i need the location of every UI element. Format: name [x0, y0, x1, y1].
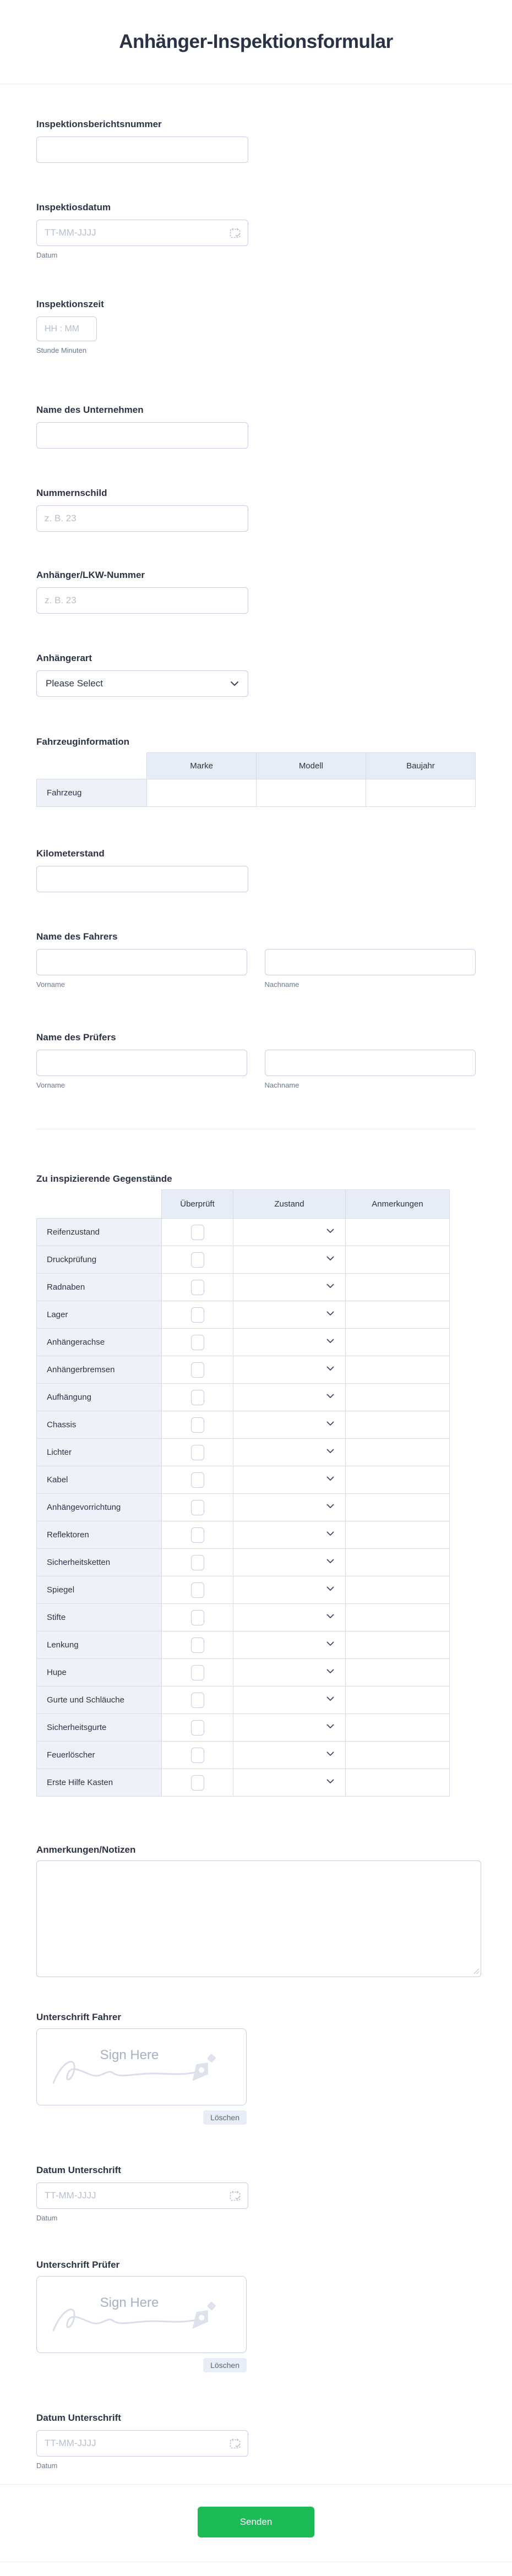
vehicle-col-baujahr: Baujahr [366, 753, 475, 779]
checkbox[interactable] [191, 1555, 204, 1570]
inspection-notes-cell[interactable] [346, 1329, 450, 1356]
trailer-type-select[interactable] [36, 670, 248, 697]
chevron-down-icon [326, 1421, 334, 1426]
inspector-first-name-sublabel: Vorname [36, 1081, 66, 1089]
inspection-notes-cell[interactable] [346, 1604, 450, 1631]
chevron-down-icon [326, 1504, 334, 1509]
vehicle-info-table [36, 752, 476, 807]
vehicle-row-label: Fahrzeug [37, 779, 147, 807]
inspection-table-row [37, 1631, 450, 1659]
chevron-down-icon [326, 1641, 334, 1646]
inspection-row-label: Sicherheitsgurte [37, 1714, 162, 1742]
checkbox[interactable] [191, 1225, 204, 1240]
inspection-state-select[interactable] [233, 1659, 346, 1687]
inspection-table-row [37, 1466, 450, 1494]
checkbox[interactable] [191, 1720, 204, 1735]
checkbox[interactable] [191, 1362, 204, 1378]
inspection-row-label: Hupe [37, 1659, 162, 1687]
inspection-date-input[interactable] [36, 220, 248, 246]
field-trailer-type [36, 652, 476, 697]
field-driver-signature [36, 2011, 476, 2125]
inspection-checkbox-cell [162, 1329, 233, 1356]
field-company-name [36, 404, 476, 449]
checkbox[interactable] [191, 1527, 204, 1543]
field-inspection-date [36, 201, 476, 260]
inspection-row-label: Spiegel [37, 1576, 162, 1604]
notes-label: Anmerkungen/Notizen [36, 1844, 136, 1855]
chevron-down-icon [326, 1339, 334, 1344]
inspection-row-label: Gurte und Schläuche [37, 1687, 162, 1714]
signature-date-2-sublabel: Datum [36, 2462, 58, 2470]
checkbox[interactable] [191, 1390, 204, 1405]
inspection-state-select[interactable] [233, 1576, 346, 1604]
inspection-row-label: Erste Hilfe Kasten [37, 1769, 162, 1797]
signature-date-1-input[interactable] [36, 2182, 248, 2209]
inspection-state-select[interactable] [233, 1604, 346, 1631]
company-name-input[interactable] [36, 422, 248, 449]
inspection-table-row [37, 1604, 450, 1631]
inspection-state-select[interactable] [233, 1549, 346, 1576]
vehicle-table-row [37, 779, 476, 807]
inspection-state-select[interactable] [233, 1714, 346, 1742]
trailer-type-value: Please Select [46, 678, 103, 689]
inspection-items-table [36, 1189, 450, 1797]
inspector-last-name-sublabel: Nachname [264, 1081, 299, 1089]
chevron-down-icon [326, 1476, 334, 1481]
inspection-notes-cell[interactable] [346, 1219, 450, 1246]
inspection-notes-cell[interactable] [346, 1411, 450, 1439]
inspection-state-select[interactable] [233, 1769, 346, 1797]
inspection-checkbox-cell [162, 1659, 233, 1687]
inspection-notes-cell[interactable] [346, 1466, 450, 1494]
inspector-first-name-input[interactable] [36, 1050, 247, 1076]
driver-signature-clear-button[interactable]: Löschen [203, 2110, 247, 2125]
license-plate-input[interactable] [36, 505, 248, 532]
form-body [0, 118, 512, 2470]
driver-name-label: Name des Fahrers [36, 931, 118, 942]
inspection-state-select[interactable] [233, 1631, 346, 1659]
vehicle-modell-cell[interactable] [257, 779, 366, 807]
inspection-col-state: Zustand [233, 1190, 346, 1219]
report-number-label: Inspektionsberichtsnummer [36, 119, 162, 129]
inspection-notes-cell[interactable] [346, 1439, 450, 1466]
checkbox[interactable] [191, 1472, 204, 1488]
field-trailer-number [36, 569, 476, 614]
checkbox[interactable] [191, 1307, 204, 1323]
checkbox[interactable] [191, 1417, 204, 1433]
inspection-state-select[interactable] [233, 1466, 346, 1494]
inspection-notes-cell[interactable] [346, 1301, 450, 1329]
inspection-table-row [37, 1521, 450, 1549]
trailer-type-label: Anhängerart [36, 653, 92, 663]
inspection-date-label: Inspektiosdatum [36, 202, 111, 212]
inspection-checkbox-cell [162, 1219, 233, 1246]
inspection-state-select[interactable] [233, 1742, 346, 1769]
inspection-state-select[interactable] [233, 1411, 346, 1439]
checkbox[interactable] [191, 1748, 204, 1763]
inspection-col-notes: Anmerkungen [346, 1190, 450, 1219]
chevron-down-icon [326, 1559, 334, 1564]
inspection-notes-cell[interactable] [346, 1494, 450, 1521]
chevron-down-icon [326, 1449, 334, 1454]
chevron-down-icon [326, 1669, 334, 1674]
inspection-notes-cell[interactable] [346, 1769, 450, 1797]
driver-last-name-input[interactable] [265, 949, 476, 975]
inspection-row-label: Anhängerbremsen [37, 1356, 162, 1384]
checkbox[interactable] [191, 1445, 204, 1460]
checkbox[interactable] [191, 1665, 204, 1680]
checkbox[interactable] [191, 1775, 204, 1791]
inspection-checkbox-cell [162, 1411, 233, 1439]
inspection-checkbox-cell [162, 1604, 233, 1631]
submit-button[interactable]: Senden [198, 2507, 314, 2537]
inspection-state-select[interactable] [233, 1439, 346, 1466]
inspection-state-select[interactable] [233, 1219, 346, 1246]
vehicle-col-modell: Modell [257, 753, 366, 779]
inspection-table-row [37, 1219, 450, 1246]
chevron-down-icon [326, 1229, 334, 1234]
inspection-notes-cell[interactable] [346, 1687, 450, 1714]
inspection-row-label: Reifenzustand [37, 1219, 162, 1246]
inspection-checkbox-cell [162, 1769, 233, 1797]
inspection-items-title: Zu inspizierende Gegenstände [36, 1174, 172, 1184]
chevron-down-icon [326, 1394, 334, 1399]
checkbox[interactable] [191, 1582, 204, 1598]
chevron-down-icon [326, 1696, 334, 1701]
inspection-row-label: Reflektoren [37, 1521, 162, 1549]
inspection-state-select[interactable] [233, 1301, 346, 1329]
inspection-time-sublabel: Stunde Minuten [36, 346, 87, 354]
trailer-number-input[interactable] [36, 587, 248, 614]
chevron-down-icon [326, 1586, 334, 1591]
inspection-notes-cell[interactable] [346, 1521, 450, 1549]
inspection-row-label: Chassis [37, 1411, 162, 1439]
field-inspector-signature [36, 2259, 476, 2372]
driver-signature-pad[interactable] [36, 2028, 247, 2105]
chevron-down-icon [326, 1751, 334, 1756]
inspection-table-row [37, 1687, 450, 1714]
inspector-name-label: Name des Prüfers [36, 1032, 116, 1043]
field-signature-date-1 [36, 2164, 476, 2223]
inspection-row-label: Radnaben [37, 1274, 162, 1301]
inspection-notes-cell[interactable] [346, 1274, 450, 1301]
inspection-state-select[interactable] [233, 1494, 346, 1521]
company-name-label: Name des Unternehmen [36, 405, 144, 415]
field-signature-date-2 [36, 2412, 476, 2470]
inspector-signature-label: Unterschrift Prüfer [36, 2260, 120, 2270]
inspector-signature-pad[interactable] [36, 2276, 247, 2353]
inspection-time-input[interactable] [36, 316, 97, 341]
inspection-row-label: Anhängevorrichtung [37, 1494, 162, 1521]
signature-date-1-sublabel: Datum [36, 2214, 58, 2222]
inspection-state-select[interactable] [233, 1274, 346, 1301]
chevron-down-icon [326, 1614, 334, 1619]
inspection-row-label: Kabel [37, 1466, 162, 1494]
inspection-checkbox-cell [162, 1631, 233, 1659]
inspection-row-label: Aufhängung [37, 1384, 162, 1411]
inspection-col-checked: Überprüft [162, 1190, 233, 1219]
notes-textarea[interactable] [36, 1860, 481, 1977]
inspection-date-sublabel: Datum [36, 251, 58, 259]
trailer-number-label: Anhänger/LKW-Nummer [36, 570, 145, 580]
inspection-state-select[interactable] [233, 1384, 346, 1411]
inspector-signature-clear-button[interactable]: Löschen [203, 2358, 247, 2372]
inspection-table-row [37, 1411, 450, 1439]
inspection-table-row [37, 1384, 450, 1411]
inspection-row-label: Anhängerachse [37, 1329, 162, 1356]
sign-here-text: Sign Here [100, 2048, 159, 2062]
inspector-last-name-input[interactable] [265, 1050, 476, 1076]
inspection-row-label: Stifte [37, 1604, 162, 1631]
inspection-checkbox-cell [162, 1274, 233, 1301]
inspection-checkbox-cell [162, 1521, 233, 1549]
signature-date-1-label: Datum Unterschrift [36, 2165, 121, 2175]
signature-pen-icon [37, 2277, 247, 2353]
vehicle-marke-cell[interactable] [147, 779, 257, 807]
driver-first-name-sublabel: Vorname [36, 980, 66, 989]
inspection-checkbox-cell [162, 1494, 233, 1521]
signature-date-2-label: Datum Unterschrift [36, 2413, 121, 2423]
vehicle-info-label: Fahrzeuginformation [36, 736, 130, 747]
chevron-down-icon [326, 1366, 334, 1371]
checkbox[interactable] [191, 1252, 204, 1268]
inspection-notes-cell[interactable] [346, 1742, 450, 1769]
inspection-checkbox-cell [162, 1301, 233, 1329]
field-report-number [36, 118, 476, 163]
inspection-notes-cell[interactable] [346, 1659, 450, 1687]
inspection-items-section [36, 1173, 476, 1797]
inspection-checkbox-cell [162, 1714, 233, 1742]
inspection-notes-cell[interactable] [346, 1631, 450, 1659]
inspection-notes-cell[interactable] [346, 1549, 450, 1576]
inspection-table-row [37, 1329, 450, 1356]
inspection-table-row [37, 1439, 450, 1466]
inspection-row-label: Lichter [37, 1439, 162, 1466]
odometer-input[interactable] [36, 866, 248, 892]
inspection-checkbox-cell [162, 1742, 233, 1769]
chevron-down-icon [326, 1724, 334, 1729]
chevron-down-icon [326, 1531, 334, 1536]
checkbox[interactable] [191, 1638, 204, 1653]
checkbox[interactable] [191, 1693, 204, 1708]
inspection-table-row [37, 1274, 450, 1301]
chevron-down-icon [326, 1311, 334, 1316]
inspection-state-select[interactable] [233, 1329, 346, 1356]
inspection-table-row [37, 1714, 450, 1742]
inspection-row-label: Lenkung [37, 1631, 162, 1659]
inspection-checkbox-cell [162, 1466, 233, 1494]
inspection-table-row [37, 1742, 450, 1769]
inspection-state-select[interactable] [233, 1246, 346, 1274]
field-license-plate [36, 487, 476, 532]
inspection-table-row [37, 1494, 450, 1521]
inspection-notes-cell[interactable] [346, 1714, 450, 1742]
inspection-notes-cell[interactable] [346, 1576, 450, 1604]
inspection-notes-cell[interactable] [346, 1384, 450, 1411]
sign-here-text: Sign Here [100, 2295, 159, 2310]
inspection-checkbox-cell [162, 1384, 233, 1411]
vehicle-table-corner [37, 753, 147, 779]
submit-row [0, 2507, 512, 2537]
inspection-row-label: Lager [37, 1301, 162, 1329]
inspection-table-row [37, 1549, 450, 1576]
driver-last-name-sublabel: Nachname [264, 980, 299, 989]
chevron-down-icon [230, 681, 239, 686]
field-inspector-name [36, 1032, 476, 1090]
odometer-label: Kilometerstand [36, 848, 105, 859]
field-driver-name [36, 931, 476, 989]
signature-pen-icon [37, 2029, 247, 2105]
signature-date-2-input[interactable] [36, 2430, 248, 2457]
inspection-row-label: Druckprüfung [37, 1246, 162, 1274]
inspection-checkbox-cell [162, 1356, 233, 1384]
checkbox[interactable] [191, 1610, 204, 1625]
driver-first-name-input[interactable] [36, 949, 247, 975]
chevron-down-icon [326, 1256, 334, 1261]
checkbox[interactable] [191, 1335, 204, 1350]
page-title: Anhänger-Inspektionsformular [119, 31, 393, 52]
inspection-checkbox-cell [162, 1246, 233, 1274]
inspection-row-label: Feuerlöscher [37, 1742, 162, 1769]
inspection-row-label: Sicherheitsketten [37, 1549, 162, 1576]
inspection-table-row [37, 1301, 450, 1329]
inspection-table-row [37, 1246, 450, 1274]
chevron-down-icon [326, 1284, 334, 1289]
inspection-checkbox-cell [162, 1687, 233, 1714]
field-vehicle-info [36, 736, 476, 807]
inspection-table-row [37, 1576, 450, 1604]
report-number-input[interactable] [36, 137, 248, 163]
license-plate-label: Nummernschild [36, 488, 107, 498]
field-notes [36, 1844, 476, 1977]
inspection-notes-cell[interactable] [346, 1246, 450, 1274]
inspection-time-label: Inspektionszeit [36, 299, 104, 309]
submit-divider [0, 2484, 512, 2485]
inspection-checkbox-cell [162, 1439, 233, 1466]
inspection-state-select[interactable] [233, 1521, 346, 1549]
inspection-table-row [37, 1659, 450, 1687]
inspection-table-row [37, 1356, 450, 1384]
vehicle-baujahr-cell[interactable] [366, 779, 475, 807]
inspection-checkbox-cell [162, 1576, 233, 1604]
inspection-table-row [37, 1769, 450, 1797]
form-header [0, 0, 512, 84]
checkbox[interactable] [191, 1280, 204, 1295]
inspection-checkbox-cell [162, 1549, 233, 1576]
field-odometer [36, 848, 476, 892]
chevron-down-icon [326, 1779, 334, 1784]
inspection-table-corner [37, 1190, 162, 1219]
field-inspection-time [36, 298, 476, 355]
inspection-notes-cell[interactable] [346, 1356, 450, 1384]
driver-signature-label: Unterschrift Fahrer [36, 2012, 121, 2022]
inspection-state-select[interactable] [233, 1356, 346, 1384]
checkbox[interactable] [191, 1500, 204, 1515]
vehicle-col-marke: Marke [147, 753, 257, 779]
inspection-state-select[interactable] [233, 1687, 346, 1714]
